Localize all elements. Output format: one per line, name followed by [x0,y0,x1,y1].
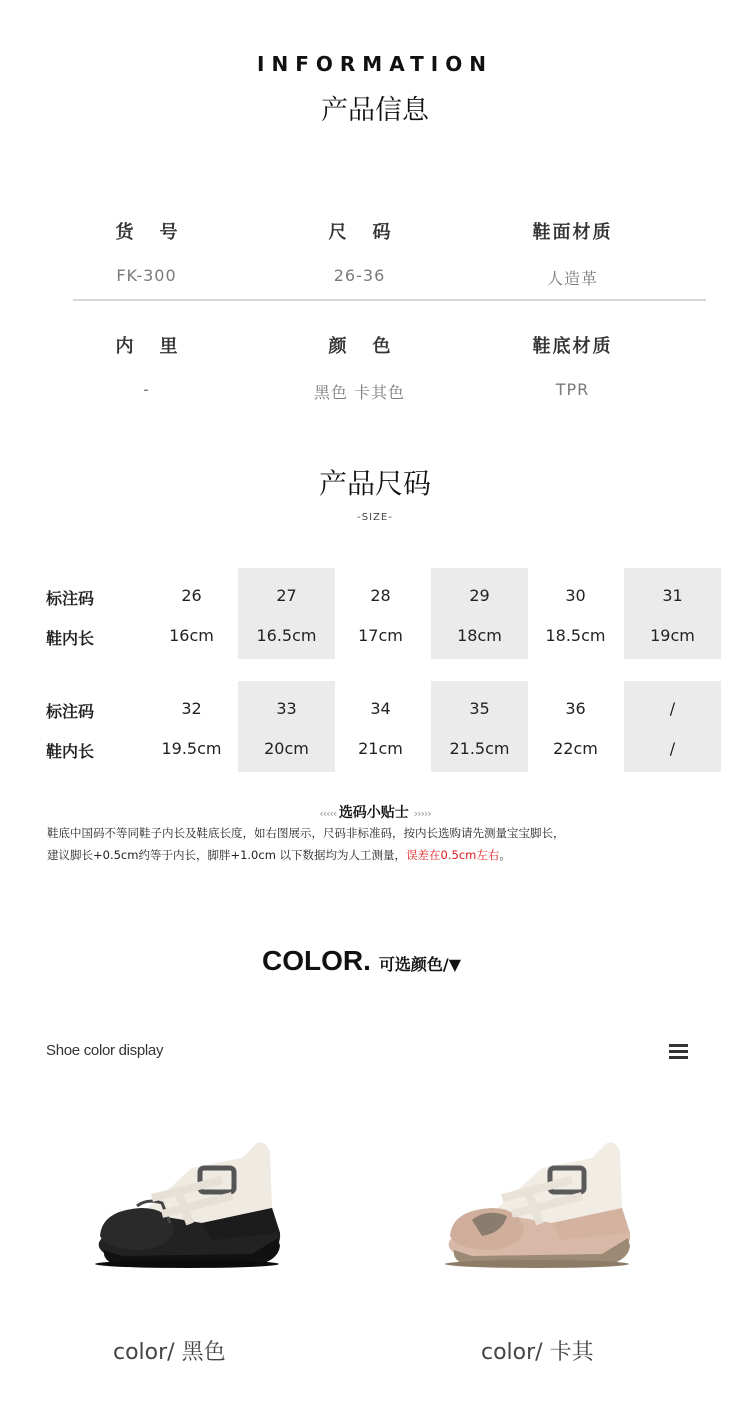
size-value: 30 [565,586,586,605]
size-column [624,681,721,772]
spec-item-no [40,218,253,289]
size-value: 36 [565,699,586,718]
length-value: 18cm [457,626,502,645]
length-value: 21cm [358,739,403,758]
size-column [527,681,624,772]
size-value: 33 [276,699,297,718]
size-table-1 [0,568,750,659]
color-title-cn: 可选颜色/▼ [378,955,462,974]
length-value: 19cm [650,626,695,645]
khaki-shoe-image [432,1128,642,1278]
size-column [624,568,721,659]
spec-value: - [143,380,150,399]
length-label: 鞋内长 [46,629,95,648]
spec-row-1 [40,218,680,289]
khaki-color-caption: color/ 卡其 [481,1340,594,1365]
size-value: 32 [181,699,202,718]
size-column [527,568,624,659]
size-value: 31 [662,586,683,605]
spec-lining [40,332,253,403]
tips-line-2-text: 建议脚长+0.5cm约等于内长，脚胖+1.0cm 以下数据均为人工测量， [47,848,407,862]
spec-label: 颜色 [328,336,417,357]
spec-value: TPR [555,380,590,399]
length-value: 21.5cm [449,739,510,758]
size-label: 标注码 [46,702,95,721]
size-value: 27 [276,586,297,605]
length-value: 16cm [169,626,214,645]
size-column [238,568,335,659]
spec-value: 黑色 卡其色 [313,383,406,402]
size-column [431,568,528,659]
tips-title-text: 选码小贴士 [338,805,409,821]
spec-label: 内里 [115,336,204,357]
tips-line-2 [47,844,717,866]
information-title: INFORMATION [257,52,493,76]
spec-color [253,332,466,403]
length-value: 18.5cm [545,626,606,645]
spec-label: 尺码 [328,222,417,243]
tips-title [0,802,750,822]
size-column [431,681,528,772]
size-column [143,681,240,772]
tips-body [47,822,717,866]
menu-icon [669,1044,688,1060]
tips-error-note: 误差在0.5cm左右 [406,848,500,862]
spec-size [253,218,466,289]
length-value: 20cm [264,739,309,758]
tips-line-1: 鞋底中国码不等同鞋子内长及鞋底长度，如右图展示，尺码非标准码，按内长选购请先测量宝宝脚长， [47,826,565,840]
spec-label: 货号 [115,222,204,243]
size-value: 34 [370,699,391,718]
chevrons-left-icon: ‹‹‹‹‹ [319,807,339,820]
length-value: 19.5cm [161,739,222,758]
length-value: / [669,739,676,758]
size-value: 28 [370,586,391,605]
tips-line-2-end: 。 [499,848,511,862]
size-label: 标注码 [46,589,95,608]
spec-label: 鞋面材质 [532,222,613,243]
spec-value: FK-300 [116,266,177,285]
length-value: 22cm [553,739,598,758]
size-value: 35 [469,699,490,718]
size-table-2 [0,681,750,772]
size-column [332,681,429,772]
spec-row-2 [40,332,680,403]
shoe-color-display-label: Shoe color display [46,1042,164,1059]
spec-sole-material [466,332,679,403]
length-value: 17cm [358,626,403,645]
spec-value: 26-36 [333,266,386,285]
length-label: 鞋内长 [46,742,95,761]
size-column [143,568,240,659]
size-section-subtitle: -SIZE- [357,512,393,523]
black-shoe-image [82,1128,292,1278]
spec-value: 人造革 [546,269,598,288]
size-value: 26 [181,586,202,605]
size-column [332,568,429,659]
size-section-title: 产品尺码 [318,467,431,500]
color-heading [262,945,461,977]
size-value: 29 [469,586,490,605]
color-title-en: COLOR. [262,945,371,976]
spec-label: 鞋底材质 [532,336,613,357]
size-value: / [669,699,676,718]
divider [73,299,706,301]
black-color-caption: color/ 黑色 [113,1340,226,1365]
length-value: 16.5cm [256,626,317,645]
chevrons-right-icon: ››››› [413,807,431,820]
size-column [238,681,335,772]
product-info-title: 产品信息 [321,95,429,126]
spec-upper-material [466,218,679,289]
